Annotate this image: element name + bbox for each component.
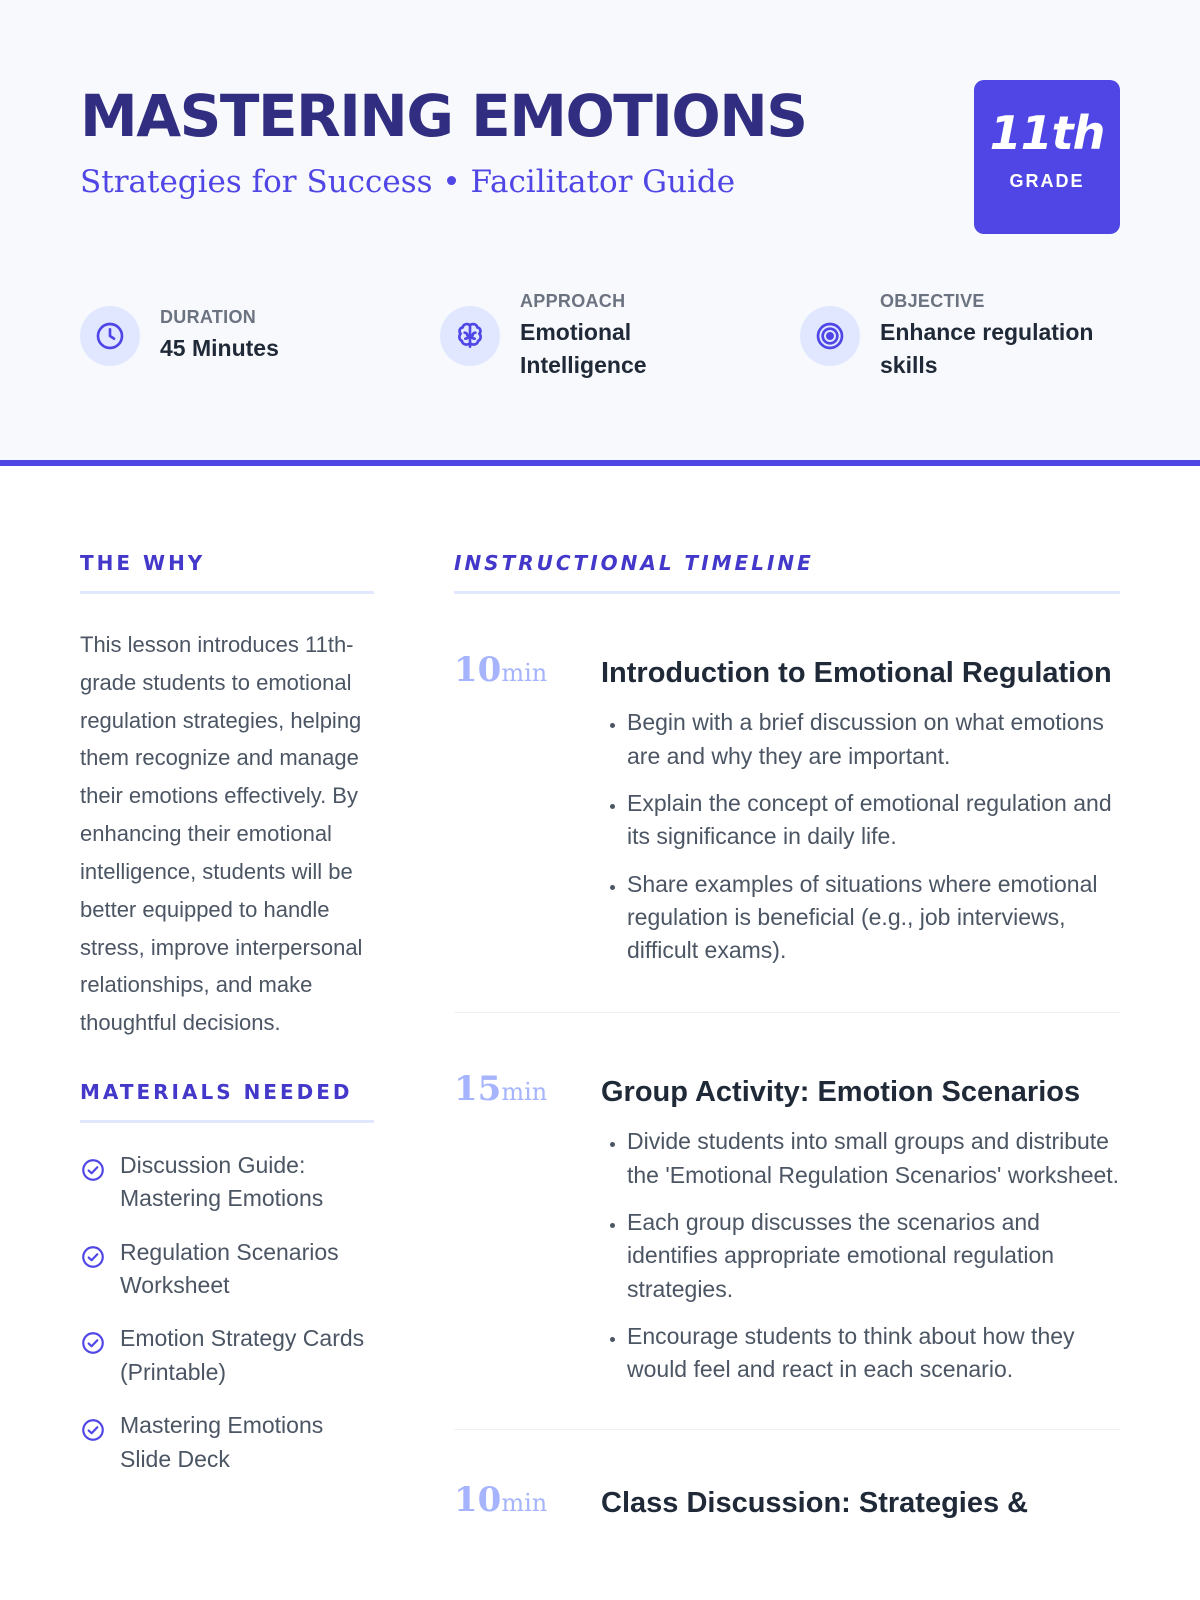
timeline-title: INSTRUCTIONAL TIMELINE (454, 551, 1120, 594)
timeline-block-title: Introduction to Emotional Regulation (601, 657, 1112, 689)
check-circle-icon (80, 1157, 106, 1183)
timeline-duration: 10min (454, 650, 548, 690)
timeline-block (454, 650, 1120, 1013)
timeline-bullet: • Share examples of situations where emotional regulation is beneficial (e.g., job interviews, difficult exams). (627, 868, 1120, 968)
material-label: Mastering Emotions Slide Deck (120, 1412, 324, 1472)
meta-objective (800, 291, 1120, 378)
material-label: Discussion Guide: Mastering Emotions (120, 1152, 324, 1212)
check-circle-icon (80, 1330, 106, 1356)
check-circle-icon (80, 1417, 106, 1443)
timeline-bullet: • Divide students into small groups and distribute the 'Emotional Regulation Scenarios' worksheet. (627, 1125, 1120, 1192)
timeline-block-title: Class Discussion: Strategies & (601, 1486, 1029, 1519)
meta-label: OBJECTIVE (880, 291, 985, 312)
timeline-block (454, 1480, 1120, 1526)
timeline-duration: 15min (454, 1068, 548, 1109)
timeline-duration: 10min (454, 1479, 548, 1520)
why-text: This lesson introduces 11th-grade students to emotional regulation strategies, helping them recognize and manage their emotions effectively. By enhancing their emotional intelligence, students will be better equipped to handle stress, improve interpersonal relationships, and make thoughtful decisions. (80, 632, 363, 1036)
meta-approach (440, 291, 690, 378)
meta-label: DURATION (160, 307, 257, 328)
grade-label: GRADE (1009, 170, 1085, 191)
material-item (80, 1409, 374, 1476)
meta-label: APPROACH (520, 291, 626, 312)
target-icon (800, 306, 860, 366)
header (0, 0, 1200, 466)
page-subtitle: Strategies for Success • Facilitator Guide (80, 164, 736, 200)
material-item (80, 1149, 374, 1216)
timeline-bullet: • Explain the concept of emotional regulation and its significance in daily life. (627, 787, 1120, 854)
materials-section (80, 1080, 374, 1476)
page-title: MASTERING EMOTIONS (80, 82, 807, 150)
timeline-bullet: • Encourage students to think about how they would feel and react in each scenario. (627, 1320, 1120, 1387)
material-item (80, 1236, 374, 1303)
timeline-bullets (601, 1125, 1120, 1386)
timeline-block (454, 1069, 1120, 1430)
materials-title: MATERIALS NEEDED (80, 1080, 374, 1123)
meta-duration (80, 296, 279, 376)
meta-value: Enhance regulation skills (880, 319, 1094, 378)
meta-value: 45 Minutes (160, 335, 279, 362)
sidebar (80, 551, 374, 1496)
meta-value: Emotional Intelligence (520, 319, 647, 378)
materials-list (80, 1149, 374, 1476)
clock-icon (80, 306, 140, 366)
check-circle-icon (80, 1244, 106, 1270)
material-label: Regulation Scenarios Worksheet (120, 1238, 339, 1299)
timeline-bullet: • Each group discusses the scenarios and identifies appropriate emotional regulation strategies. (627, 1206, 1120, 1306)
why-title: THE WHY (80, 551, 374, 594)
grade-number: 11th (989, 106, 1105, 160)
timeline-block-title: Group Activity: Emotion Scenarios (601, 1075, 1081, 1108)
material-item (80, 1322, 374, 1389)
brain-icon (440, 306, 500, 366)
material-label: Emotion Strategy Cards (Printable) (120, 1325, 365, 1385)
timeline-bullets (601, 706, 1120, 967)
timeline (454, 551, 1120, 1526)
grade-badge (974, 80, 1120, 234)
timeline-bullet: • Begin with a brief discussion on what emotions are and why they are important. (627, 706, 1120, 773)
